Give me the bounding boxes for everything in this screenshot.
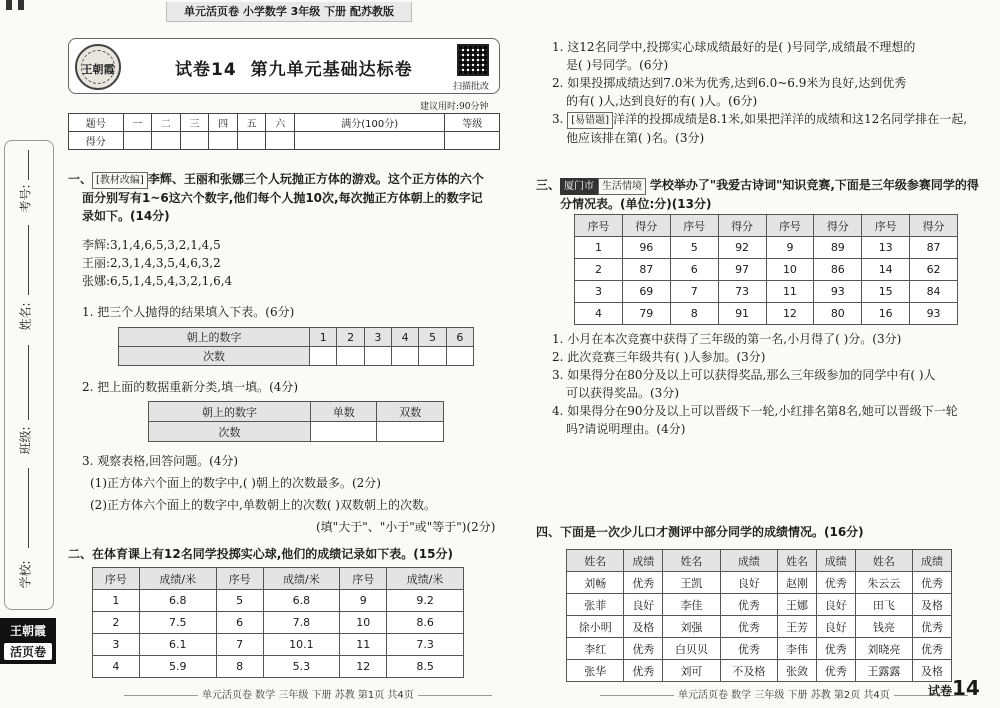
question-1-3-2: (2)正方体六个面上的数字中,单数朝上的次数( )双数朝上的次数。 xyxy=(90,498,436,512)
table-cell: 5 xyxy=(670,237,718,259)
answer-cell[interactable] xyxy=(310,347,337,366)
table-cell xyxy=(152,132,181,150)
table-row xyxy=(575,259,958,281)
table-cell xyxy=(209,132,238,150)
table-cell: 12 xyxy=(340,656,387,678)
answer-cell[interactable] xyxy=(446,347,473,366)
table-cell: 单数 xyxy=(310,402,377,422)
table-cell: 王芳 xyxy=(778,616,817,638)
qr-label: 扫描批改 xyxy=(453,82,490,92)
answer-cell[interactable] xyxy=(419,347,446,366)
table-cell: 6 xyxy=(446,328,473,347)
table-cell: 一 xyxy=(123,114,152,132)
table-cell: 5 xyxy=(419,328,446,347)
table-cell: 7 xyxy=(670,281,718,303)
page-badge: 试卷14 xyxy=(928,676,980,700)
table-cell: 田飞 xyxy=(855,594,912,616)
section-3-title: 三、 厦门市 生活情境 学校举办了"我爱古诗词"知识竞赛,下面是三年级参赛同学的得 分情况表。(单位:分)(13分) xyxy=(536,178,979,211)
section-2-questions: 1. 这12名同学中,投掷实心球成绩最好的是( )号同学,成绩最不理想的 是( )号同学。(6分) 2. 如果投掷成绩达到7.0米为优秀,达到6.0~6.9米为良好,达到优秀 的有( )人,达到良好的有( )人。(6分) 3. [易错题] 洋洋的投掷成绩是8.1米,如果把洋洋的成绩和这12名同学排在一起, 他应该排在第( )名。(3分) xyxy=(552,40,968,145)
table-cell: 10 xyxy=(340,612,387,634)
table-cell: 优秀 xyxy=(816,572,855,594)
table-cell: 13 xyxy=(862,237,910,259)
table-row xyxy=(575,303,958,325)
table-cell: 优秀 xyxy=(624,572,663,594)
table-cell: 朝上的数字 xyxy=(149,402,311,422)
table-cell: 五 xyxy=(237,114,266,132)
table-cell: 5 xyxy=(216,590,263,612)
table-row xyxy=(93,590,464,612)
table-cell: 7.8 xyxy=(263,612,340,634)
table-cell: 姓名 xyxy=(778,550,817,572)
table-cell: 优秀 xyxy=(913,638,952,660)
table-cell: 96 xyxy=(622,237,670,259)
table-header-row xyxy=(93,568,464,590)
table-cell: 题号 xyxy=(69,114,124,132)
table-cell: 1 xyxy=(575,237,623,259)
table-cell: 8.6 xyxy=(387,612,464,634)
table-cell: 3 xyxy=(93,634,140,656)
table-cell: 89 xyxy=(814,237,862,259)
table-cell: 86 xyxy=(814,259,862,281)
table-cell: 王凯 xyxy=(663,572,720,594)
table-cell: 69 xyxy=(622,281,670,303)
table-cell: 6.8 xyxy=(263,590,340,612)
table-cell: 李红 xyxy=(567,638,624,660)
time-note: 建议用时:90分钟 xyxy=(420,102,489,112)
table-cell: 7.5 xyxy=(139,612,216,634)
table-row xyxy=(575,237,958,259)
table-cell: 14 xyxy=(862,259,910,281)
table-cell: 79 xyxy=(622,303,670,325)
table-cell: 白贝贝 xyxy=(663,638,720,660)
table-cell: 1 xyxy=(310,328,337,347)
table-cell: 及格 xyxy=(913,594,952,616)
table-cell: 得分 xyxy=(814,215,862,237)
table-cell: 二 xyxy=(152,114,181,132)
table-cell: 62 xyxy=(910,259,958,281)
section-1: 一、 [教材改编] 李辉、王丽和张娜三个人玩抛正方体的游戏。这个正方体的六个 面分别写有1~6这六个数字,他们每个人抛10次,每次抛正方体朝上的数字记 录如下。(14分) xyxy=(68,172,484,223)
brand-logo: 王朝霞 活页卷 xyxy=(0,618,56,664)
table-cell: 赵刚 xyxy=(778,572,817,594)
table-cell: 7 xyxy=(216,634,263,656)
table-cell: 7.3 xyxy=(387,634,464,656)
table-row xyxy=(567,616,952,638)
table-cell: 优秀 xyxy=(720,594,777,616)
table-cell: 李伟 xyxy=(778,638,817,660)
table-cell: 得分 xyxy=(910,215,958,237)
table-cell: 5.9 xyxy=(139,656,216,678)
school-field: 学校: xyxy=(18,560,33,589)
table-cell: 张敛 xyxy=(778,660,817,682)
table-cell: 满分(100分) xyxy=(295,114,445,132)
table-cell: 钱亮 xyxy=(855,616,912,638)
table-cell: 序号 xyxy=(340,568,387,590)
table-cell: 9.2 xyxy=(387,590,464,612)
table-cell: 三 xyxy=(180,114,209,132)
top-banner xyxy=(0,0,1000,26)
table-row xyxy=(93,612,464,634)
table-cell: 六 xyxy=(266,114,295,132)
table-cell: 得分 xyxy=(69,132,124,150)
section-3-questions: 1. 小月在本次竞赛中获得了三年级的第一名,小月得了( )分。(3分) 2. 此次竞赛三年级共有( )人参加。(3分) 3. 如果得分在80分及以上可以获得奖品,那么三年级参加的同学中有( )人 可以获得奖品。(3分) 4. 如果得分在90分及以上可以晋级下一轮,小红排名第8名,她可以晋级下一轮 吗?请说明理由。(4分) xyxy=(552,332,958,436)
table-row xyxy=(575,281,958,303)
table-cell: 得分 xyxy=(622,215,670,237)
table-cell: 4 xyxy=(392,328,419,347)
table-cell: 3 xyxy=(364,328,391,347)
table-header-row xyxy=(575,215,958,237)
table-cell: 成绩 xyxy=(624,550,663,572)
table-cell: 11 xyxy=(766,281,814,303)
table-cell: 成绩 xyxy=(913,550,952,572)
table-cell: 四 xyxy=(209,114,238,132)
table-cell: 序号 xyxy=(93,568,140,590)
table-cell: 优秀 xyxy=(913,572,952,594)
table-cell xyxy=(237,132,266,150)
table-cell: 姓名 xyxy=(663,550,720,572)
table-cell: 不及格 xyxy=(720,660,777,682)
table-cell: 84 xyxy=(910,281,958,303)
table-cell: 成绩/米 xyxy=(387,568,464,590)
banner-title: 单元活页卷 小学数学 3年级 下册 配苏教版 xyxy=(166,2,412,22)
table-cell: 刘晓亮 xyxy=(855,638,912,660)
strip-line xyxy=(28,150,29,180)
question-1-1: 1. 把三个人抛得的结果填入下表。(6分) xyxy=(82,305,295,319)
table-cell: 李佳 xyxy=(663,594,720,616)
poetry-score-table xyxy=(574,214,958,325)
qr-code-icon[interactable] xyxy=(457,44,489,76)
table-cell: 12 xyxy=(766,303,814,325)
table-cell: 优秀 xyxy=(913,616,952,638)
table-cell: 2 xyxy=(337,328,364,347)
table-cell: 成绩 xyxy=(720,550,777,572)
table-row-label: 次数 xyxy=(119,347,310,366)
table-cell: 良好 xyxy=(624,594,663,616)
table-cell: 及格 xyxy=(624,616,663,638)
answer-cell[interactable] xyxy=(377,422,444,442)
table-cell: 优秀 xyxy=(816,638,855,660)
table-cell: 80 xyxy=(814,303,862,325)
table-cell: 93 xyxy=(814,281,862,303)
answer-cell[interactable] xyxy=(392,347,419,366)
table-row xyxy=(567,594,952,616)
question-1-3-note: (填"大于"、"小于"或"等于")(2分) xyxy=(316,520,496,534)
table-cell xyxy=(295,132,445,150)
table-cell xyxy=(123,132,152,150)
table-cell: 刘畅 xyxy=(567,572,624,594)
table-row-label: 次数 xyxy=(149,422,311,442)
table-cell: 2 xyxy=(93,612,140,634)
strip-line xyxy=(28,225,29,295)
table-cell: 6 xyxy=(670,259,718,281)
class-field: 班级: xyxy=(18,426,33,455)
table-row xyxy=(567,660,952,682)
table-cell: 及格 xyxy=(913,660,952,682)
score-table xyxy=(68,113,500,150)
speech-result-table xyxy=(566,549,952,682)
name-field: 姓名: xyxy=(18,302,33,331)
table-cell: 张华 xyxy=(567,660,624,682)
table-row xyxy=(93,656,464,678)
table-cell: 王娜 xyxy=(778,594,817,616)
table-cell xyxy=(266,132,295,150)
corner-mark xyxy=(18,0,24,10)
footer-right: 单元活页卷 数学 三年级 下册 苏教 第2页 共4页 xyxy=(596,686,972,701)
strip-line xyxy=(28,345,29,420)
table-cell: 87 xyxy=(622,259,670,281)
table-cell: 徐小明 xyxy=(567,616,624,638)
table-cell: 8 xyxy=(216,656,263,678)
table-cell xyxy=(180,132,209,150)
table-cell: 良好 xyxy=(720,572,777,594)
answer-cell[interactable] xyxy=(337,347,364,366)
table-cell: 刘强 xyxy=(663,616,720,638)
table-cell: 4 xyxy=(575,303,623,325)
table-cell: 序号 xyxy=(216,568,263,590)
table-cell: 双数 xyxy=(377,402,444,422)
table-cell: 等级 xyxy=(445,114,500,132)
record-lines: 李辉:3,1,4,6,5,3,2,1,4,5 王丽:2,3,1,4,3,5,4,6,3,2 张娜:6,5,1,4,5,4,3,2,1,6,4 xyxy=(82,238,233,288)
table-cell: 97 xyxy=(718,259,766,281)
table-cell: 91 xyxy=(718,303,766,325)
answer-cell[interactable] xyxy=(310,422,377,442)
paper-title: 试卷14 第九单元基础达标卷 xyxy=(175,60,413,80)
table-cell: 刘可 xyxy=(663,660,720,682)
footer-left: 单元活页卷 数学 三年级 下册 苏教 第1页 共4页 xyxy=(120,686,496,701)
table-cell: 1 xyxy=(93,590,140,612)
table-cell: 良好 xyxy=(816,594,855,616)
table-cell: 优秀 xyxy=(624,638,663,660)
table-cell: 9 xyxy=(766,237,814,259)
table-cell: 3 xyxy=(575,281,623,303)
table-cell: 姓名 xyxy=(567,550,624,572)
table-cell: 朝上的数字 xyxy=(119,328,310,347)
strip-line xyxy=(28,468,29,548)
table-cell: 序号 xyxy=(766,215,814,237)
table-cell: 成绩 xyxy=(816,550,855,572)
table-cell: 6 xyxy=(216,612,263,634)
corner-mark xyxy=(6,0,12,10)
section-2-title: 二、在体育课上有12名同学投掷实心球,他们的成绩记录如下表。(15分) xyxy=(68,547,453,561)
table-row xyxy=(567,638,952,660)
table-cell: 6.1 xyxy=(139,634,216,656)
table-cell: 4 xyxy=(93,656,140,678)
table-cell: 序号 xyxy=(862,215,910,237)
table-cell: 优秀 xyxy=(720,638,777,660)
question-1-2: 2. 把上面的数据重新分类,填一填。(4分) xyxy=(82,380,299,394)
table-row xyxy=(93,634,464,656)
table-cell: 9 xyxy=(340,590,387,612)
table-cell: 5.3 xyxy=(263,656,340,678)
table-cell: 8.5 xyxy=(387,656,464,678)
table-cell: 16 xyxy=(862,303,910,325)
odd-even-table xyxy=(148,401,444,442)
table-cell: 得分 xyxy=(718,215,766,237)
table-cell: 优秀 xyxy=(624,660,663,682)
table-cell: 序号 xyxy=(575,215,623,237)
table-cell: 11 xyxy=(340,634,387,656)
table-cell: 93 xyxy=(910,303,958,325)
table-cell: 优秀 xyxy=(816,660,855,682)
table-row xyxy=(567,572,952,594)
table-cell: 成绩/米 xyxy=(139,568,216,590)
table-cell: 10.1 xyxy=(263,634,340,656)
table-cell: 成绩/米 xyxy=(263,568,340,590)
dice-count-table xyxy=(118,327,474,366)
seal-logo: 王朝霞 xyxy=(75,44,121,90)
answer-cell[interactable] xyxy=(364,347,391,366)
table-cell: 良好 xyxy=(816,616,855,638)
table-cell: 张菲 xyxy=(567,594,624,616)
table-cell: 73 xyxy=(718,281,766,303)
table-cell: 92 xyxy=(718,237,766,259)
shot-put-table xyxy=(92,567,464,678)
table-cell xyxy=(445,132,500,150)
table-cell: 王露露 xyxy=(855,660,912,682)
question-1-3: 3. 观察表格,回答问题。(4分) xyxy=(82,454,239,468)
table-cell: 序号 xyxy=(670,215,718,237)
table-cell: 姓名 xyxy=(855,550,912,572)
question-1-3-1: (1)正方体六个面上的数字中,( )朝上的次数最多。(2分) xyxy=(90,476,381,490)
table-cell: 6.8 xyxy=(139,590,216,612)
exam-number-field: 考号: xyxy=(18,184,33,213)
section-4-title: 四、下面是一次少儿口才测评中部分同学的成绩情况。(16分) xyxy=(536,525,864,539)
table-cell: 15 xyxy=(862,281,910,303)
table-cell: 10 xyxy=(766,259,814,281)
table-cell: 87 xyxy=(910,237,958,259)
table-cell: 优秀 xyxy=(720,616,777,638)
paper-header xyxy=(68,38,500,94)
table-cell: 2 xyxy=(575,259,623,281)
table-header-row xyxy=(567,550,952,572)
table-cell: 8 xyxy=(670,303,718,325)
table-cell: 朱云云 xyxy=(855,572,912,594)
